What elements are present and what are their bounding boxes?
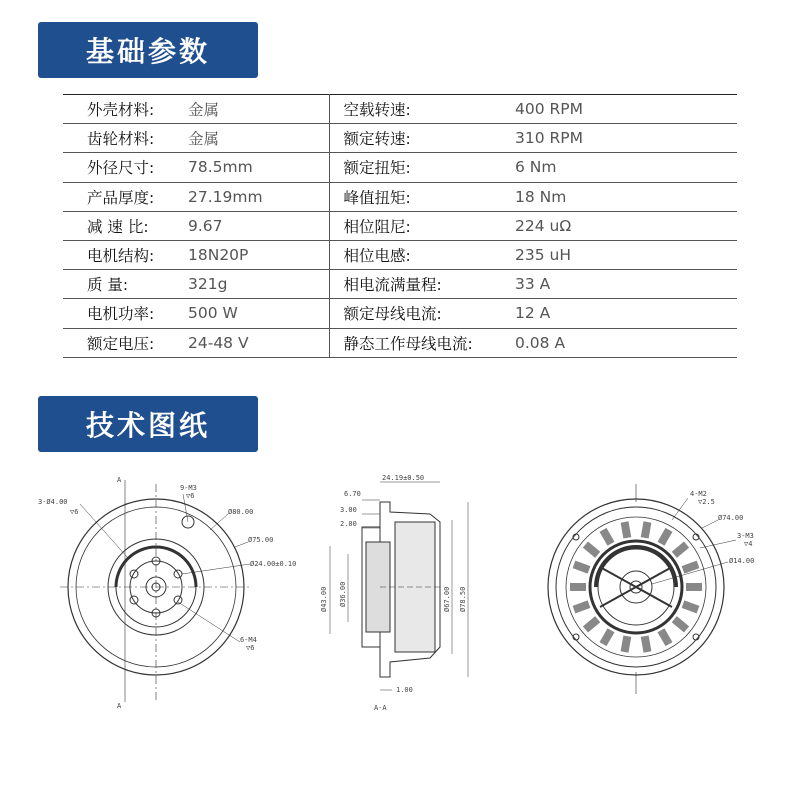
front-dim-d6b: ▽6 bbox=[246, 644, 255, 652]
stator-winding bbox=[682, 561, 700, 574]
back-dim-b3b: ▽4 bbox=[744, 540, 753, 548]
spec-label-left: 电机结构: bbox=[87, 247, 155, 266]
section-dim-s6: Ø36.00 bbox=[339, 581, 347, 607]
spec-label-left: 质 量: bbox=[87, 276, 129, 295]
spec-label-left: 额定电压: bbox=[87, 334, 155, 353]
spec-label-right: 额定转速: bbox=[329, 124, 515, 153]
spec-value-right: 224 uΩ bbox=[515, 216, 572, 235]
spec-row bbox=[63, 182, 737, 211]
front-dim-d6: 6-M4 bbox=[240, 636, 257, 644]
front-view-drawing bbox=[60, 480, 255, 702]
spec-row bbox=[63, 95, 737, 124]
stator-winding bbox=[672, 542, 689, 558]
front-dim-d2: 9-M3 bbox=[180, 484, 197, 492]
front-section-marker-bottom: A bbox=[117, 702, 122, 710]
stator-winding bbox=[600, 528, 615, 546]
front-dim-d2b: ▽6 bbox=[186, 492, 195, 500]
section-dim-s4: 2.00 bbox=[340, 520, 357, 528]
spec-value-right: 235 uH bbox=[515, 246, 571, 265]
spec-value-right: 6 Nm bbox=[515, 158, 557, 177]
spec-value-left: 金属 bbox=[188, 130, 220, 149]
stator-winding bbox=[583, 542, 600, 558]
spec-value-left: 18N20P bbox=[188, 246, 249, 265]
spec-label-right: 峰值扭矩: bbox=[329, 182, 515, 211]
spec-row bbox=[63, 328, 737, 357]
spec-value-right: 12 A bbox=[515, 304, 551, 323]
spec-row bbox=[63, 124, 737, 153]
stator-winding bbox=[573, 561, 591, 574]
spec-label-right: 静态工作母线电流: bbox=[329, 328, 515, 357]
spec-value-left: 321g bbox=[188, 275, 228, 294]
spec-value-left: 金属 bbox=[188, 101, 220, 120]
back-dim-b1b: ▽2.5 bbox=[698, 498, 715, 506]
spec-label-left: 外径尺寸: bbox=[87, 159, 155, 178]
spec-value-right: 33 A bbox=[515, 275, 551, 294]
stator-winding bbox=[583, 616, 600, 632]
spec-value-right: 0.08 A bbox=[515, 333, 566, 352]
back-dim-b3: 3-M3 bbox=[737, 532, 754, 540]
stator-winding bbox=[573, 600, 591, 613]
section-dim-s8: Ø78.50 bbox=[459, 586, 467, 612]
spec-value-left: 27.19mm bbox=[188, 187, 263, 206]
stator-winding bbox=[621, 521, 632, 538]
spec-row bbox=[63, 299, 737, 328]
back-dim-b4: Ø14.00 bbox=[729, 557, 755, 565]
spec-label-left: 减 速 比: bbox=[87, 217, 149, 236]
stator-winding bbox=[686, 583, 702, 591]
section-dim-s9: 1.00 bbox=[396, 686, 413, 694]
spec-label-left: 产品厚度: bbox=[87, 188, 155, 207]
section-label: A-A bbox=[374, 704, 387, 712]
spec-label-right: 空载转速: bbox=[329, 95, 515, 124]
spec-row bbox=[63, 211, 737, 240]
stator-winding bbox=[641, 636, 652, 653]
stator-winding bbox=[658, 628, 673, 646]
stator-winding bbox=[658, 528, 673, 546]
spec-row bbox=[63, 240, 737, 269]
section-header-technical-drawing: 技术图纸 bbox=[38, 396, 258, 452]
spec-label-right: 相位阻尼: bbox=[329, 211, 515, 240]
spec-row bbox=[63, 153, 737, 182]
front-dim-d3: Ø80.00 bbox=[228, 508, 254, 516]
back-dim-b2: Ø74.00 bbox=[718, 514, 744, 522]
section-dim-s5: Ø43.00 bbox=[320, 586, 328, 612]
front-dim-d4: Ø75.00 bbox=[248, 536, 274, 544]
spec-label-left: 齿轮材料: bbox=[87, 130, 155, 149]
front-dim-d1: 3-Ø4.00 bbox=[38, 498, 68, 506]
section-dim-s2: 6.70 bbox=[344, 490, 361, 498]
spec-value-left: 500 W bbox=[188, 304, 238, 323]
spec-label-left: 电机功率: bbox=[87, 305, 155, 324]
section-dim-s7: Ø67.00 bbox=[443, 586, 451, 612]
back-dim-b1: 4-M2 bbox=[690, 490, 707, 498]
spec-value-left: 9.67 bbox=[188, 216, 223, 235]
spec-value-left: 78.5mm bbox=[188, 158, 253, 177]
stator-winding bbox=[641, 521, 652, 538]
spec-label-right: 相电流满量程: bbox=[329, 270, 515, 299]
spec-table bbox=[63, 94, 737, 358]
section-dim-s1: 24.19±0.50 bbox=[382, 474, 425, 482]
spec-value-right: 18 Nm bbox=[515, 187, 567, 206]
front-section-marker-top: A bbox=[117, 476, 122, 484]
spec-row bbox=[63, 270, 737, 299]
spec-label-right: 额定扭矩: bbox=[329, 153, 515, 182]
spec-value-right: 310 RPM bbox=[515, 129, 584, 148]
spec-label-left: 外壳材料: bbox=[87, 101, 155, 120]
section-header-basic-params: 基础参数 bbox=[38, 22, 258, 78]
stator-winding bbox=[570, 583, 586, 591]
spec-label-right: 相位电感: bbox=[329, 240, 515, 269]
section-dim-s3: 3.00 bbox=[340, 506, 357, 514]
spec-value-left: 24-48 V bbox=[188, 333, 249, 352]
stator-winding bbox=[672, 616, 689, 632]
stator-winding bbox=[621, 636, 632, 653]
front-dim-d1b: ▽6 bbox=[70, 508, 79, 516]
spec-value-right: 400 RPM bbox=[515, 100, 584, 119]
stator-winding bbox=[682, 600, 700, 613]
technical-drawings bbox=[0, 462, 800, 722]
front-dim-d5: Ø24.00±0.10 bbox=[250, 560, 297, 568]
stator-winding bbox=[600, 628, 615, 646]
spec-label-right: 额定母线电流: bbox=[329, 299, 515, 328]
